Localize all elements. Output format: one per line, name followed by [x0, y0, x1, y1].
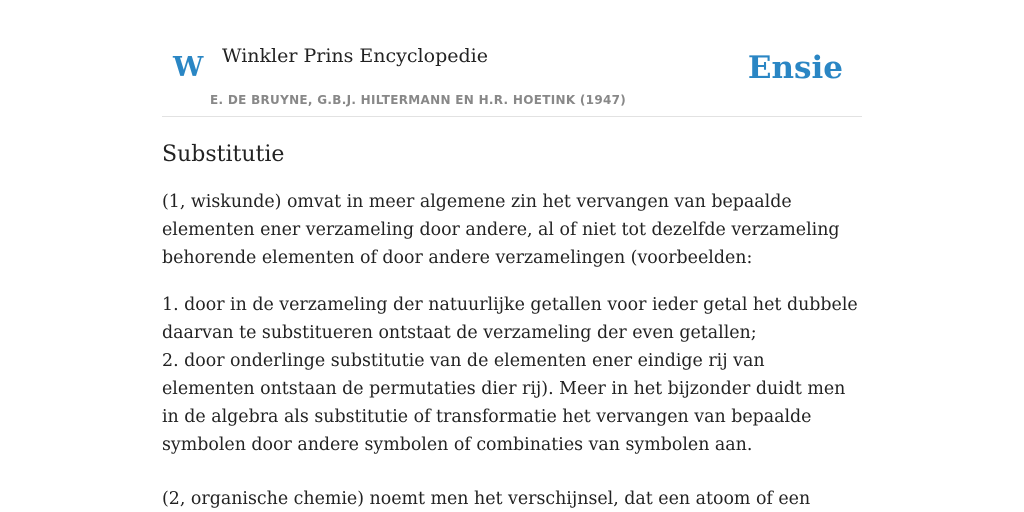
book-authors: E. DE BRUYNE, G.B.J. HILTERMANN EN H.R. HOETINK (1947): [210, 93, 627, 107]
example-item-1: 1. door in de verzameling der natuurlijke getallen voor ieder getal het dubbele daarvan te substitueren ontstaat de verzameling der even getallen;: [162, 295, 858, 343]
book-logo-icon[interactable]: W: [173, 52, 204, 83]
chemistry-paragraph: (2, organische chemie) noemt men het verschijnsel, dat een atoom of een: [162, 489, 811, 509]
entry-title: Substitutie: [162, 142, 285, 167]
examples-paragraph: [162, 291, 862, 459]
article-content: [162, 138, 862, 512]
ensie-logo-link[interactable]: Ensie: [747, 50, 843, 86]
site-header: [162, 0, 862, 117]
example-item-2: 2. door onderlinge substitutie van de elementen ener eindige rij van elementen ontstaan de permutaties dier rij). Meer in het bijzonder duidt men in de algebra als substitutie of transformatie het vervangen van bepaalde symbolen door andere symbolen of combinaties van symbolen aan.: [162, 351, 846, 455]
definition-paragraph: (1, wiskunde) omvat in meer algemene zin het vervangen van bepaalde elementen ener verzameling door andere, al of niet tot dezelfde verzameling behorende elementen of door andere verzamelingen (voorbeelden:: [162, 192, 840, 268]
book-title-link[interactable]: Winkler Prins Encyclopedie: [222, 45, 488, 67]
